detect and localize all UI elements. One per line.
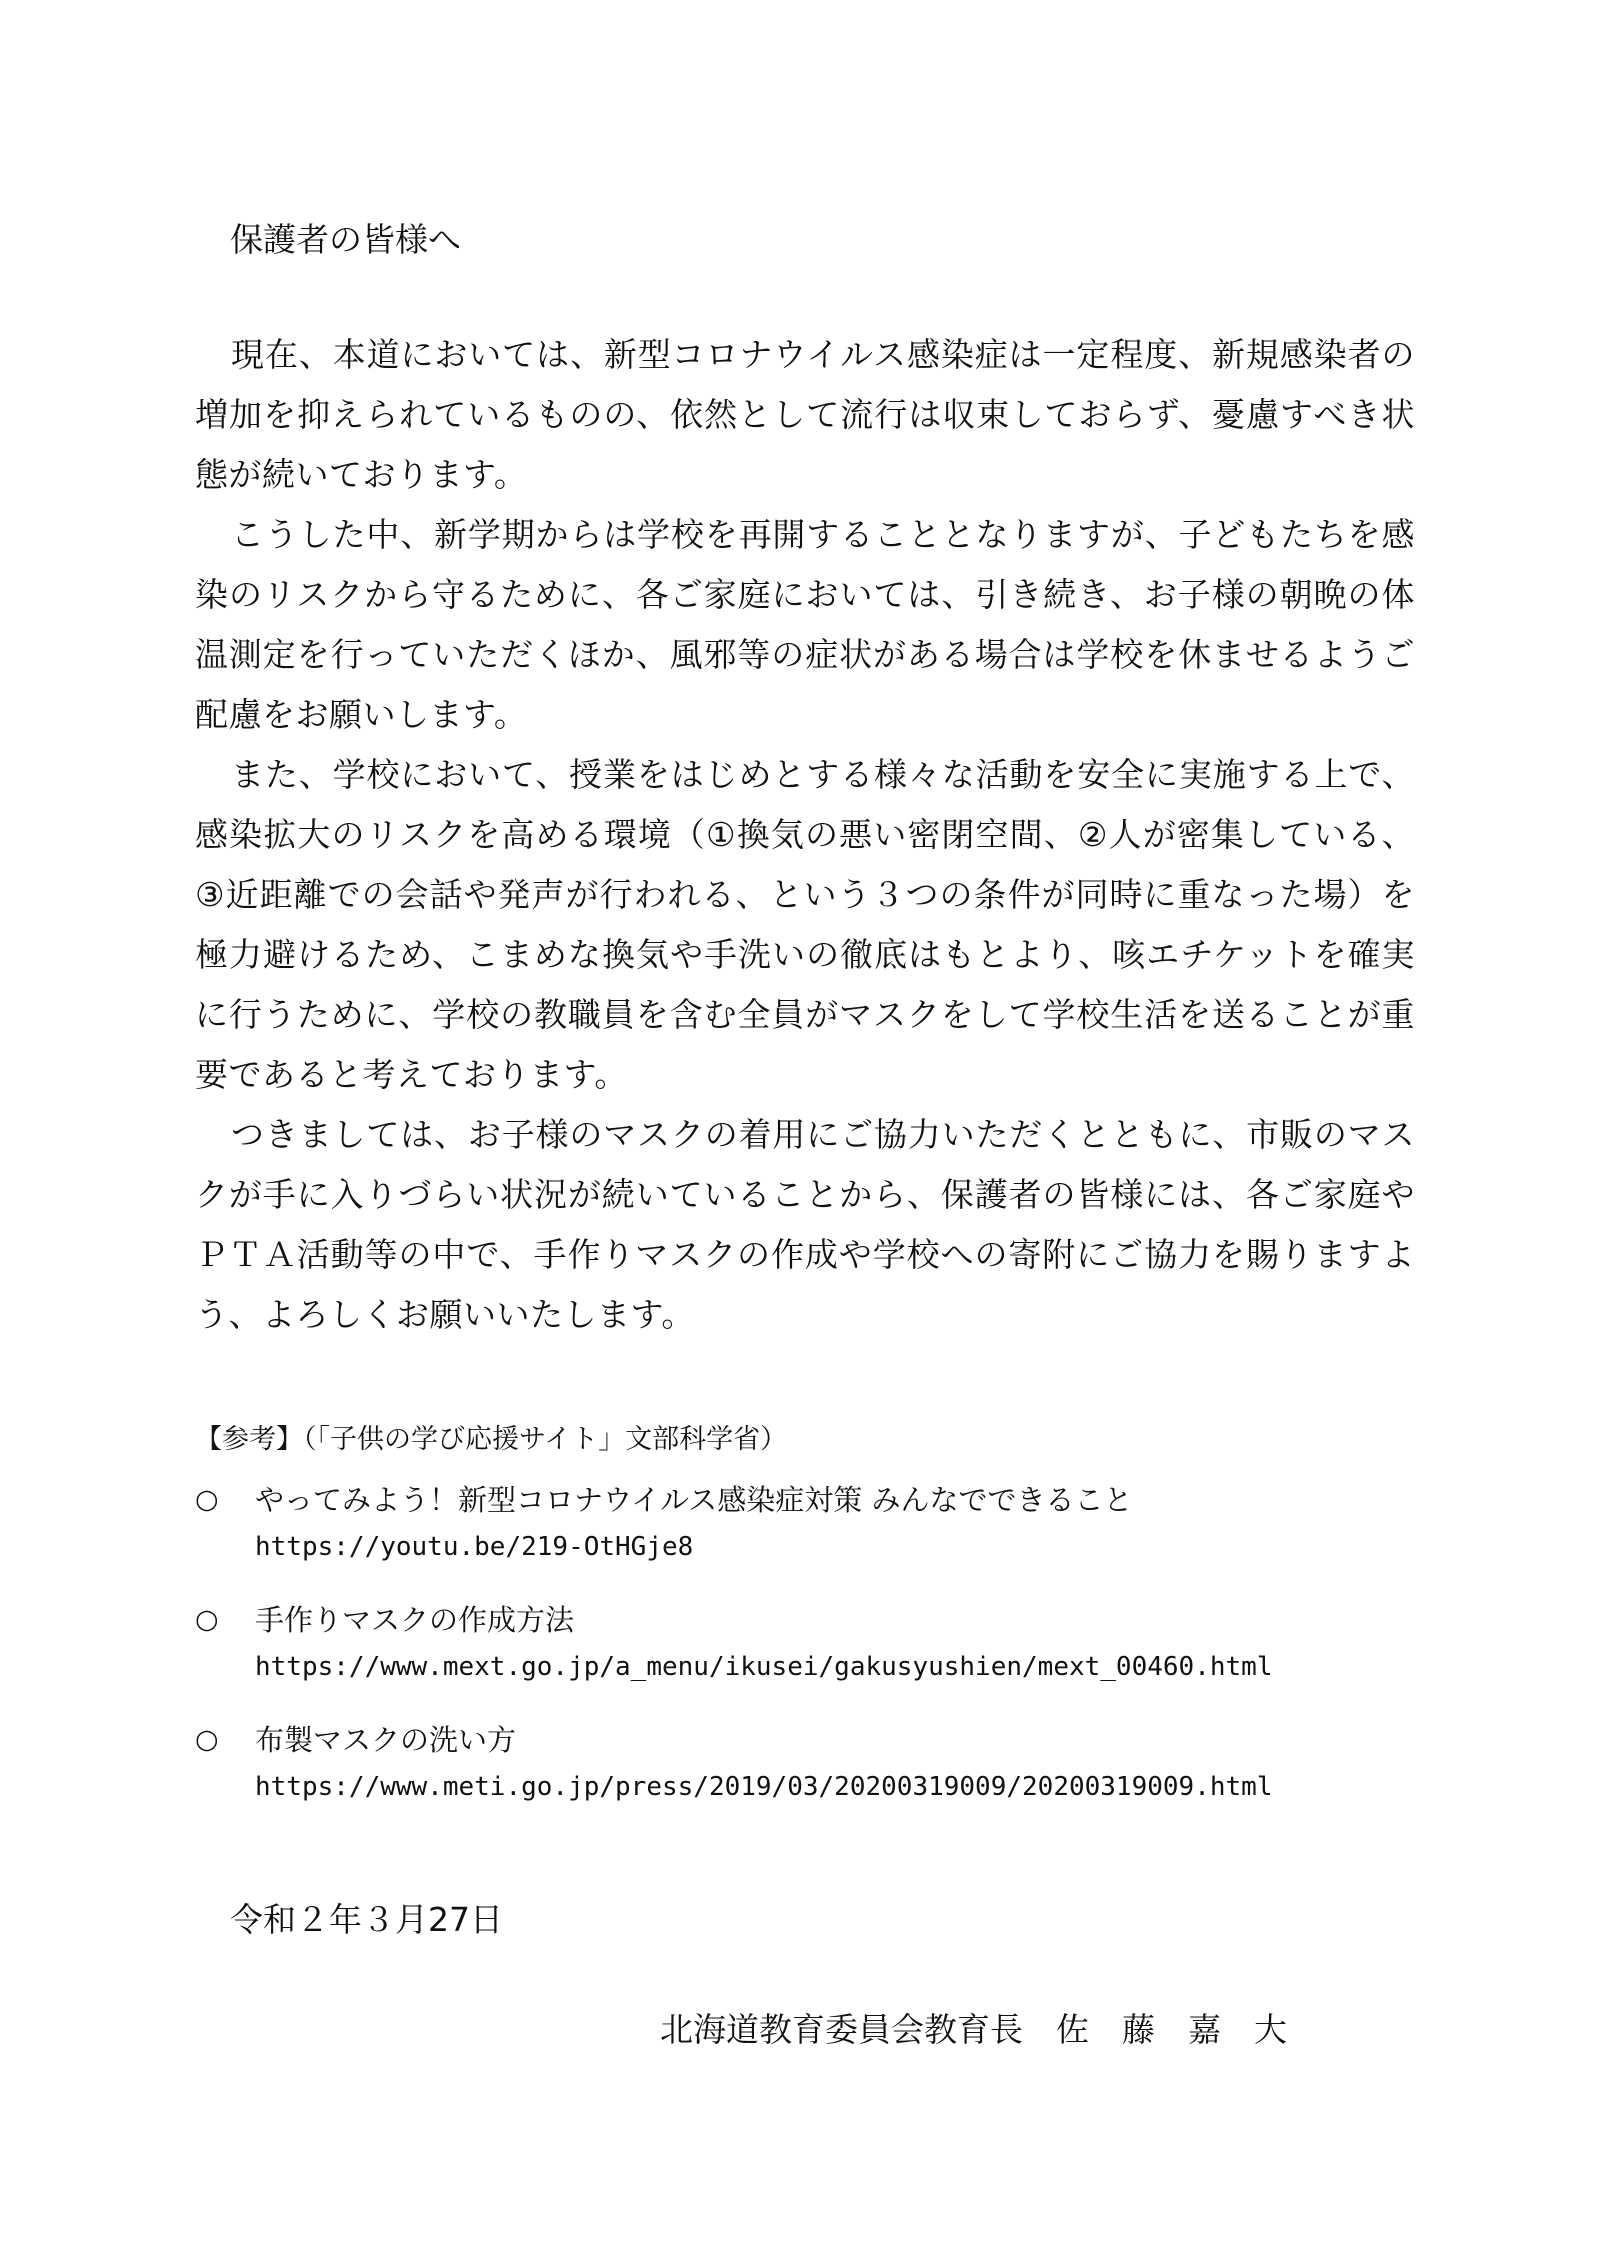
reference-url[interactable]: https://youtu.be/219-OtHGje8 bbox=[255, 1532, 694, 1562]
paragraph-2: こうした中、新学期からは学校を再開することとなりますが、子どもたちを感染のリスクから守るために、各ご家庭においては、引き続き、お子様の朝晩の体温測定を行っていただくほか、風邪等の症状がある場合は学校を休ませるようご配慮をお願いします。 bbox=[195, 515, 1415, 734]
letter-date: 令和２年３月27日 bbox=[230, 1900, 503, 1939]
circle-bullet-icon: ○ bbox=[195, 1484, 219, 1515]
reference-title: 手作りマスクの作成方法 bbox=[255, 1603, 575, 1637]
greeting: 保護者の皆様へ bbox=[230, 220, 461, 259]
reference-title: やってみよう！新型コロナウイルス感染症対策 みんなでできること bbox=[255, 1483, 1133, 1517]
paragraph-1: 現在、本道においては、新型コロナウイルス感染症は一定程度、新規感染者の増加を抑えられているものの、依然として流行は収束しておらず、憂慮すべき状態が続いております。 bbox=[195, 335, 1415, 494]
references-heading: 【参考】（「子供の学び応援サイト」文部科学省） bbox=[195, 1424, 788, 1455]
reference-item bbox=[195, 1475, 1445, 1570]
circle-bullet-icon: ○ bbox=[195, 1604, 219, 1635]
signature: 北海道教育委員会教育長 佐 藤 嘉 大 bbox=[660, 2010, 1287, 2049]
reference-item bbox=[195, 1715, 1445, 1810]
reference-title: 布製マスクの洗い方 bbox=[255, 1723, 517, 1757]
letter-body bbox=[195, 325, 1415, 1345]
reference-item bbox=[195, 1595, 1445, 1690]
reference-url[interactable]: https://www.meti.go.jp/press/2019/03/20200319009/20200319009.html bbox=[255, 1772, 1273, 1802]
circle-bullet-icon: ○ bbox=[195, 1724, 219, 1755]
paragraph-4: つきましては、お子様のマスクの着用にご協力いただくとともに、市販のマスクが手に入りづらい状況が続いていることから、保護者の皆様には、各ご家庭やＰＴＡ活動等の中で、手作りマスクの作成や学校への寄附にご協力を賜りますよう、よろしくお願いいたします。 bbox=[195, 1115, 1416, 1334]
paragraph-3: また、学校において、授業をはじめとする様々な活動を安全に実施する上で、感染拡大のリスクを高める環境（①換気の悪い密閉空間、②人が密集している、③近距離での会話や発声が行われる、という３つの条件が同時に重なった場）を極力避けるため、こまめな換気や手洗いの徹底はもとより、咳エチケットを確実に行うために、学校の教職員を含む全員がマスクをして学校生活を送ることが重要であると考えております。 bbox=[195, 755, 1416, 1094]
reference-url[interactable]: https://www.mext.go.jp/a_menu/ikusei/gakusyushien/mext_00460.html bbox=[255, 1652, 1273, 1682]
references-section bbox=[195, 1415, 1445, 1835]
